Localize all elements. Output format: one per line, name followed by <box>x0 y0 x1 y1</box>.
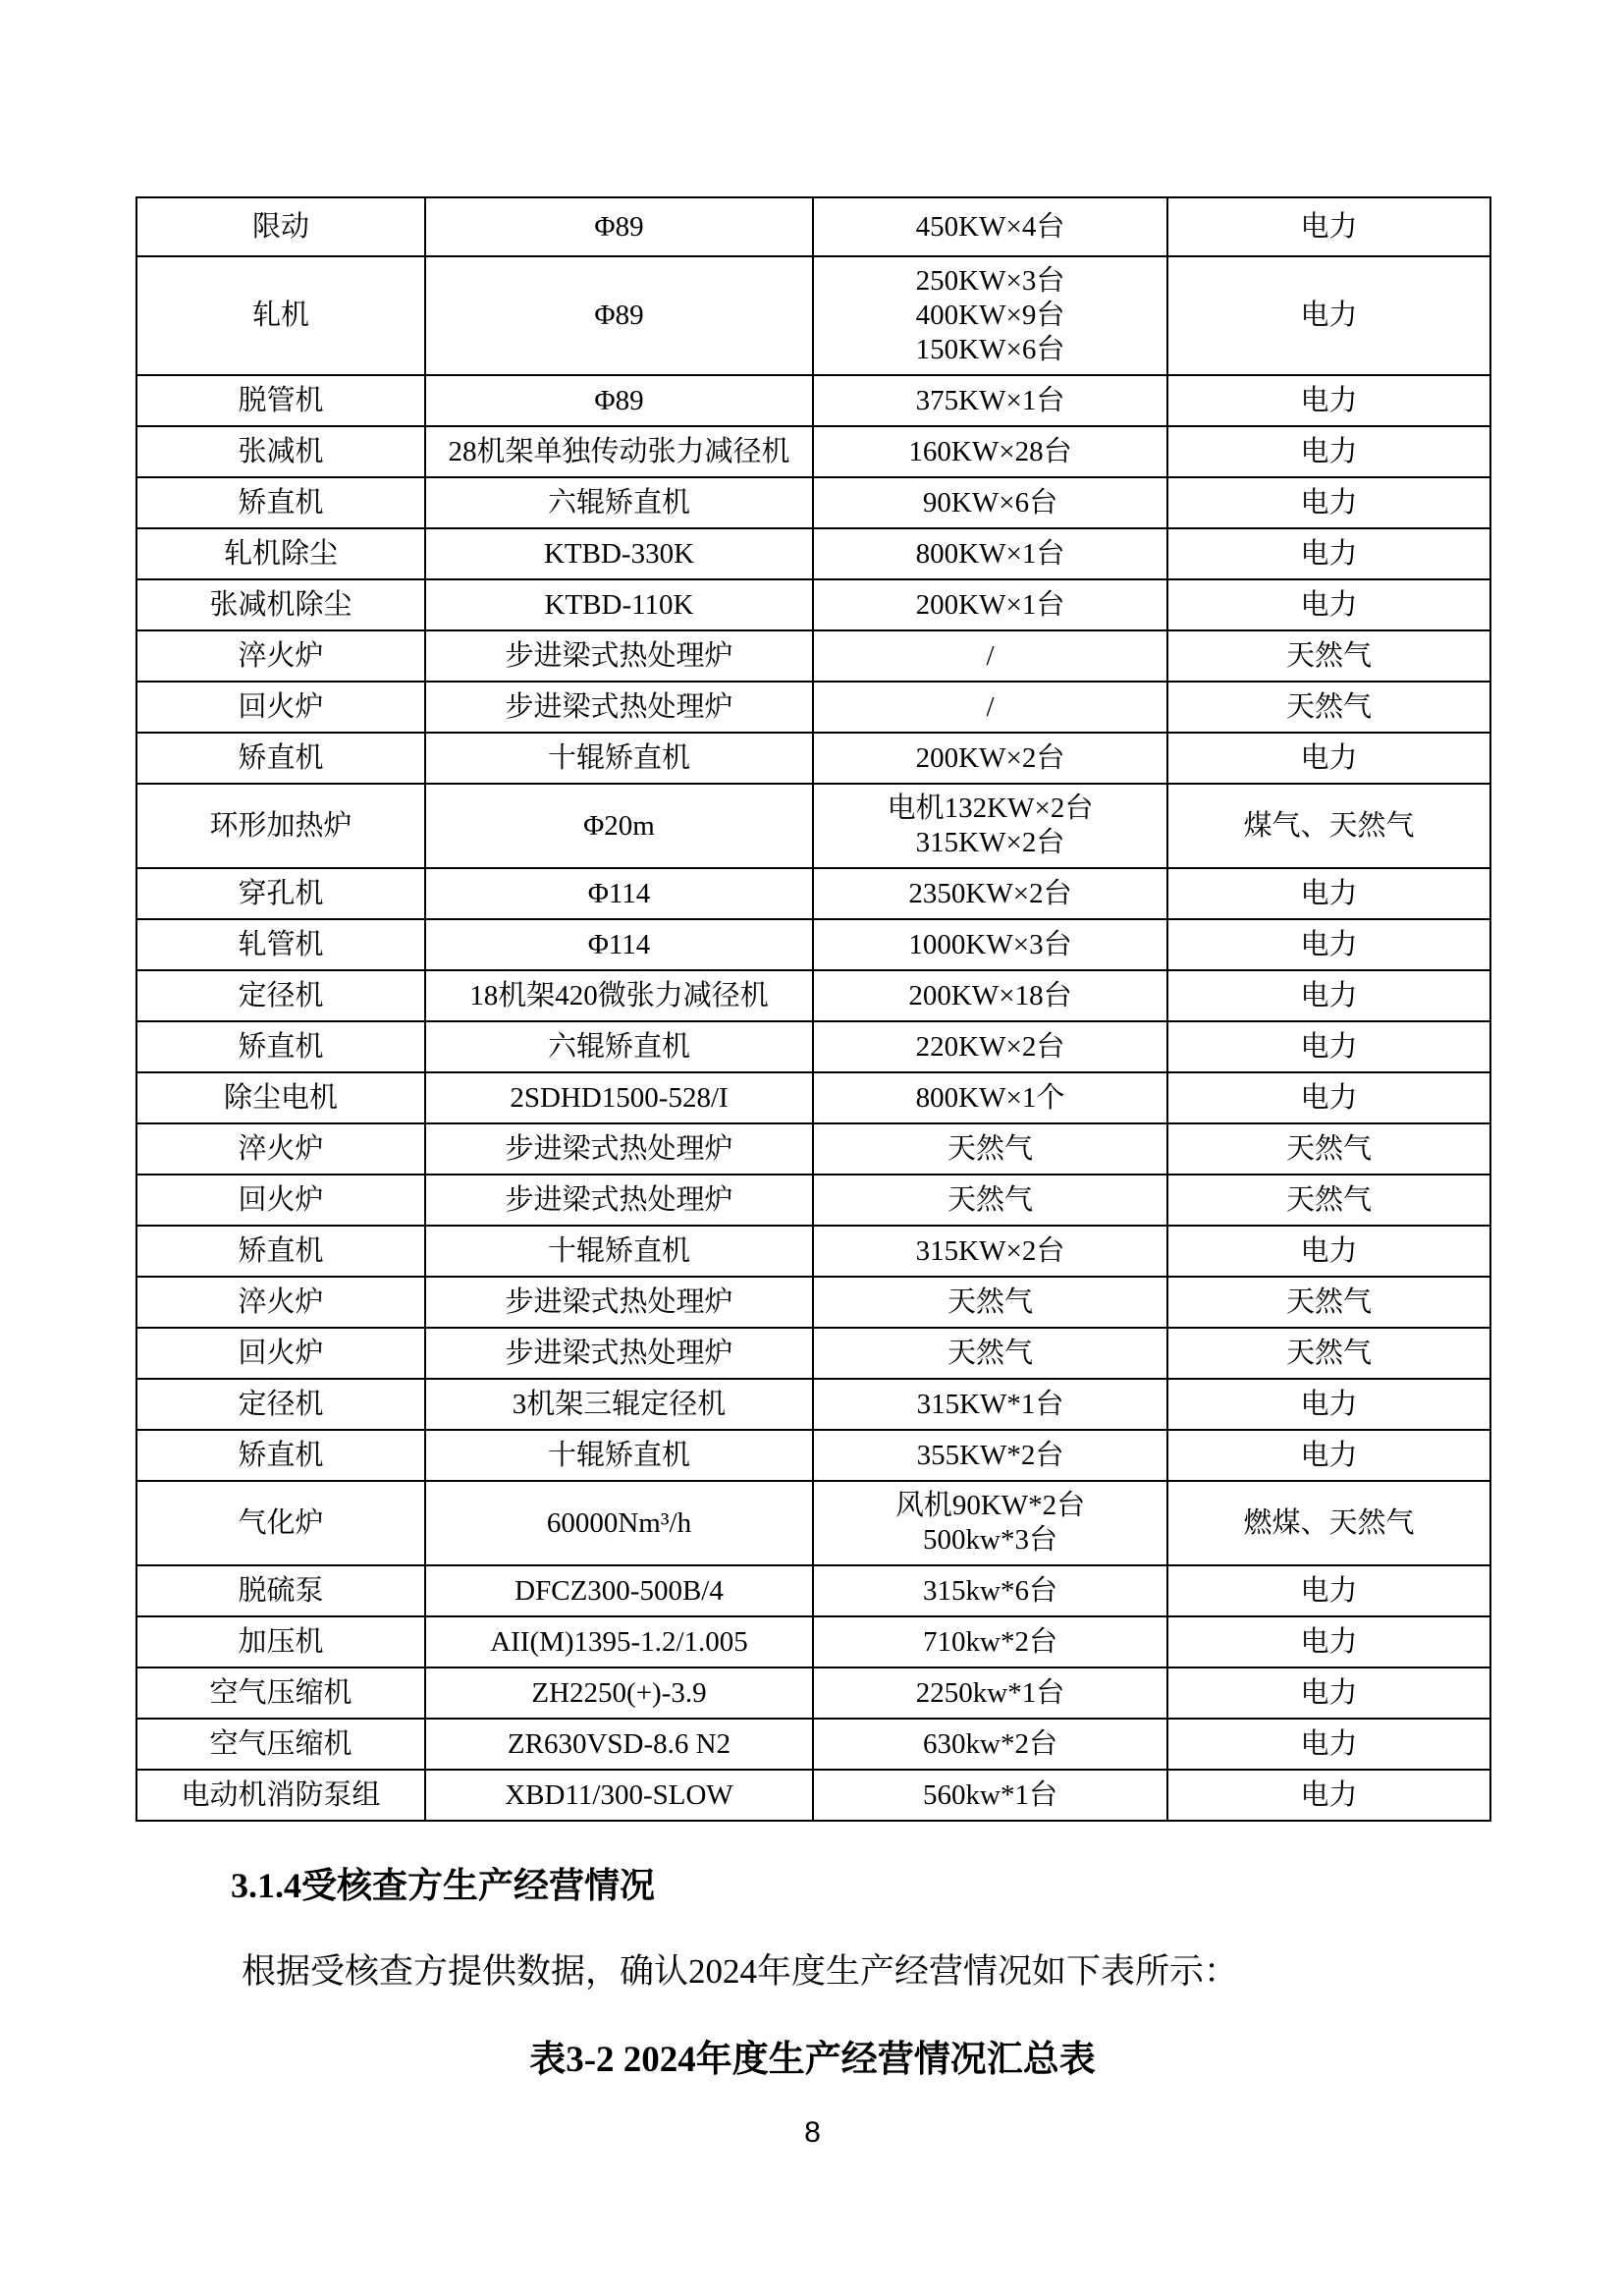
table-row <box>136 1430 1490 1481</box>
table-row <box>136 197 1490 256</box>
power-cell <box>813 1430 1167 1481</box>
equipment-name-cell: 淬火炉 <box>136 1123 425 1175</box>
model-cell: 18机架420微张力减径机 <box>425 970 813 1021</box>
table-row <box>136 1481 1490 1565</box>
model-cell: KTBD-110K <box>425 579 813 630</box>
power-line: 500kw*3台 <box>923 1524 1057 1556</box>
table-row <box>136 528 1490 579</box>
equipment-name-cell: 张减机除尘 <box>136 579 425 630</box>
energy-cell: 天然气 <box>1167 682 1490 733</box>
power-line: 天然气 <box>947 1285 1033 1318</box>
equipment-name-cell: 矫直机 <box>136 1226 425 1277</box>
model-cell: 步进梁式热处理炉 <box>425 1175 813 1226</box>
power-cell <box>813 784 1167 868</box>
energy-cell: 电力 <box>1167 477 1490 528</box>
equipment-name-cell: 张减机 <box>136 426 425 477</box>
power-cell <box>813 426 1167 477</box>
equipment-name-cell: 脱硫泵 <box>136 1565 425 1616</box>
power-cell <box>813 375 1167 426</box>
model-cell: Φ89 <box>425 375 813 426</box>
power-cell <box>813 1021 1167 1072</box>
equipment-name-cell: 矫直机 <box>136 477 425 528</box>
power-line: 630kw*2台 <box>923 1727 1057 1760</box>
table-row <box>136 1565 1490 1616</box>
energy-cell: 燃煤、天然气 <box>1167 1481 1490 1565</box>
power-cell <box>813 579 1167 630</box>
table-row <box>136 970 1490 1021</box>
equipment-name-cell: 定径机 <box>136 970 425 1021</box>
power-cell <box>813 868 1167 919</box>
table-row <box>136 868 1490 919</box>
power-cell <box>813 528 1167 579</box>
energy-cell: 电力 <box>1167 375 1490 426</box>
equipment-name-cell: 轧机除尘 <box>136 528 425 579</box>
model-cell: 3机架三辊定径机 <box>425 1379 813 1430</box>
power-cell <box>813 1072 1167 1123</box>
model-cell: 步进梁式热处理炉 <box>425 1328 813 1379</box>
equipment-name-cell: 电动机消防泵组 <box>136 1770 425 1821</box>
power-cell <box>813 682 1167 733</box>
energy-cell: 电力 <box>1167 1226 1490 1277</box>
equipment-name-cell: 脱管机 <box>136 375 425 426</box>
table-row <box>136 1770 1490 1821</box>
power-cell <box>813 1277 1167 1328</box>
power-line: 2250kw*1台 <box>915 1676 1065 1709</box>
energy-cell: 电力 <box>1167 1430 1490 1481</box>
model-cell: 步进梁式热处理炉 <box>425 1277 813 1328</box>
model-cell: Φ89 <box>425 256 813 375</box>
power-cell <box>813 1123 1167 1175</box>
equipment-name-cell: 淬火炉 <box>136 630 425 682</box>
power-line: 710kw*2台 <box>923 1625 1057 1658</box>
energy-cell: 电力 <box>1167 528 1490 579</box>
equipment-table <box>135 196 1491 1822</box>
model-cell: Φ114 <box>425 868 813 919</box>
model-cell: 60000Nm³/h <box>425 1481 813 1565</box>
power-line: 160KW×28台 <box>908 435 1072 467</box>
power-line: 375KW×1台 <box>915 384 1065 416</box>
equipment-name-cell: 空气压缩机 <box>136 1719 425 1770</box>
table-row <box>136 1616 1490 1667</box>
table-row <box>136 1123 1490 1175</box>
power-line: 220KW×2台 <box>915 1030 1065 1063</box>
equipment-name-cell: 矫直机 <box>136 733 425 784</box>
power-cell <box>813 197 1167 256</box>
table-row <box>136 426 1490 477</box>
power-line: 250KW×3台 <box>915 265 1065 297</box>
power-cell <box>813 1226 1167 1277</box>
energy-cell: 天然气 <box>1167 1328 1490 1379</box>
power-cell <box>813 1565 1167 1616</box>
model-cell: Φ20m <box>425 784 813 868</box>
table-row <box>136 784 1490 868</box>
model-cell: XBD11/300-SLOW <box>425 1770 813 1821</box>
model-cell: Φ89 <box>425 197 813 256</box>
power-line: 315kw*6台 <box>923 1574 1057 1607</box>
energy-cell: 电力 <box>1167 970 1490 1021</box>
equipment-name-cell: 限动 <box>136 197 425 256</box>
equipment-name-cell: 轧管机 <box>136 919 425 970</box>
equipment-name-cell: 气化炉 <box>136 1481 425 1565</box>
table-row <box>136 1719 1490 1770</box>
model-cell: AII(M)1395-1.2/1.005 <box>425 1616 813 1667</box>
energy-cell: 电力 <box>1167 426 1490 477</box>
model-cell: DFCZ300-500B/4 <box>425 1565 813 1616</box>
energy-cell: 电力 <box>1167 1021 1490 1072</box>
energy-cell: 电力 <box>1167 1565 1490 1616</box>
caption-text: 年度生产经营情况汇总表 <box>695 2040 1096 2080</box>
energy-cell: 天然气 <box>1167 1175 1490 1226</box>
equipment-name-cell: 空气压缩机 <box>136 1667 425 1719</box>
equipment-name-cell: 淬火炉 <box>136 1277 425 1328</box>
equipment-name-cell: 轧机 <box>136 256 425 375</box>
body-paragraph: 根据受核查方提供数据，确认2024年度生产经营情况如下表所示： <box>242 1952 1239 1991</box>
power-line: 315KW×2台 <box>915 1234 1065 1267</box>
energy-cell: 电力 <box>1167 1770 1490 1821</box>
table-row <box>136 1226 1490 1277</box>
energy-cell: 煤气、天然气 <box>1167 784 1490 868</box>
model-cell: 2SDHD1500-528/I <box>425 1072 813 1123</box>
power-cell <box>813 1175 1167 1226</box>
power-line: 200KW×18台 <box>908 979 1072 1011</box>
energy-cell: 电力 <box>1167 197 1490 256</box>
energy-cell: 天然气 <box>1167 630 1490 682</box>
energy-cell: 电力 <box>1167 256 1490 375</box>
power-line: 315KW*1台 <box>916 1388 1064 1420</box>
section-number: 3.1.4 <box>231 1866 301 1905</box>
model-cell: 步进梁式热处理炉 <box>425 630 813 682</box>
equipment-name-cell: 矫直机 <box>136 1430 425 1481</box>
caption-number: 3-2 2024 <box>566 2040 696 2080</box>
table-row <box>136 1072 1490 1123</box>
power-line: 200KW×2台 <box>915 741 1065 774</box>
section-heading <box>231 1860 655 1911</box>
power-line: 450KW×4台 <box>915 210 1065 243</box>
power-line: 风机90KW*2台 <box>894 1490 1086 1521</box>
power-line: 天然气 <box>947 1183 1033 1216</box>
model-cell: 六辊矫直机 <box>425 1021 813 1072</box>
energy-cell: 天然气 <box>1167 1123 1490 1175</box>
model-cell: 步进梁式热处理炉 <box>425 682 813 733</box>
power-line: 200KW×1台 <box>915 588 1065 621</box>
power-line: 电机132KW×2台 <box>887 793 1094 824</box>
table-row <box>136 1277 1490 1328</box>
table-row <box>136 256 1490 375</box>
energy-cell: 电力 <box>1167 1379 1490 1430</box>
power-cell <box>813 477 1167 528</box>
table-row <box>136 477 1490 528</box>
energy-cell: 电力 <box>1167 1072 1490 1123</box>
model-cell: 十辊矫直机 <box>425 1226 813 1277</box>
table-row <box>136 1667 1490 1719</box>
table-row <box>136 579 1490 630</box>
model-cell: 十辊矫直机 <box>425 733 813 784</box>
table-row <box>136 1175 1490 1226</box>
equipment-name-cell: 回火炉 <box>136 1328 425 1379</box>
power-cell <box>813 919 1167 970</box>
model-cell: Φ114 <box>425 919 813 970</box>
power-line: 315KW×2台 <box>915 827 1065 858</box>
power-line: 400KW×9台 <box>915 300 1065 331</box>
power-cell <box>813 1616 1167 1667</box>
power-line: 150KW×6台 <box>915 334 1065 365</box>
power-line: 560kw*1台 <box>923 1778 1057 1811</box>
energy-cell: 电力 <box>1167 579 1490 630</box>
power-line: 1000KW×3台 <box>908 928 1072 960</box>
model-cell: ZH2250(+)-3.9 <box>425 1667 813 1719</box>
power-cell <box>813 733 1167 784</box>
power-cell <box>813 970 1167 1021</box>
equipment-name-cell: 穿孔机 <box>136 868 425 919</box>
table-row <box>136 1379 1490 1430</box>
table-row <box>136 1328 1490 1379</box>
model-cell: KTBD-330K <box>425 528 813 579</box>
power-line: 天然气 <box>947 1132 1033 1165</box>
equipment-name-cell: 加压机 <box>136 1616 425 1667</box>
table-row <box>136 1021 1490 1072</box>
power-cell <box>813 630 1167 682</box>
model-cell: 步进梁式热处理炉 <box>425 1123 813 1175</box>
power-line: / <box>986 690 995 723</box>
power-cell <box>813 1770 1167 1821</box>
page-number: 8 <box>804 2116 821 2149</box>
table-row <box>136 375 1490 426</box>
model-cell: 28机架单独传动张力减径机 <box>425 426 813 477</box>
power-line: 800KW×1台 <box>915 537 1065 570</box>
equipment-name-cell: 回火炉 <box>136 1175 425 1226</box>
power-line: 90KW×6台 <box>922 486 1058 519</box>
equipment-name-cell: 除尘电机 <box>136 1072 425 1123</box>
power-line: 2350KW×2台 <box>908 877 1072 909</box>
section-title: 受核查方生产经营情况 <box>301 1866 656 1905</box>
power-cell <box>813 1667 1167 1719</box>
power-line: 800KW×1个 <box>915 1081 1065 1114</box>
power-line: / <box>986 639 995 672</box>
power-cell <box>813 1379 1167 1430</box>
energy-cell: 天然气 <box>1167 1277 1490 1328</box>
power-line: 355KW*2台 <box>916 1439 1064 1471</box>
table-caption <box>135 2035 1489 2086</box>
energy-cell: 电力 <box>1167 919 1490 970</box>
energy-cell: 电力 <box>1167 1667 1490 1719</box>
equipment-name-cell: 环形加热炉 <box>136 784 425 868</box>
energy-cell: 电力 <box>1167 868 1490 919</box>
caption-prefix: 表 <box>529 2040 567 2080</box>
equipment-name-cell: 回火炉 <box>136 682 425 733</box>
table-row <box>136 919 1490 970</box>
model-cell: 六辊矫直机 <box>425 477 813 528</box>
power-cell <box>813 1328 1167 1379</box>
model-cell: ZR630VSD-8.6 N2 <box>425 1719 813 1770</box>
table-row <box>136 682 1490 733</box>
power-cell <box>813 1481 1167 1565</box>
table-row <box>136 733 1490 784</box>
model-cell: 十辊矫直机 <box>425 1430 813 1481</box>
equipment-table-body <box>136 197 1490 1821</box>
power-cell <box>813 256 1167 375</box>
table-row <box>136 630 1490 682</box>
equipment-name-cell: 定径机 <box>136 1379 425 1430</box>
power-line: 天然气 <box>947 1337 1033 1369</box>
energy-cell: 电力 <box>1167 1616 1490 1667</box>
power-cell <box>813 1719 1167 1770</box>
equipment-name-cell: 矫直机 <box>136 1021 425 1072</box>
energy-cell: 电力 <box>1167 733 1490 784</box>
energy-cell: 电力 <box>1167 1719 1490 1770</box>
